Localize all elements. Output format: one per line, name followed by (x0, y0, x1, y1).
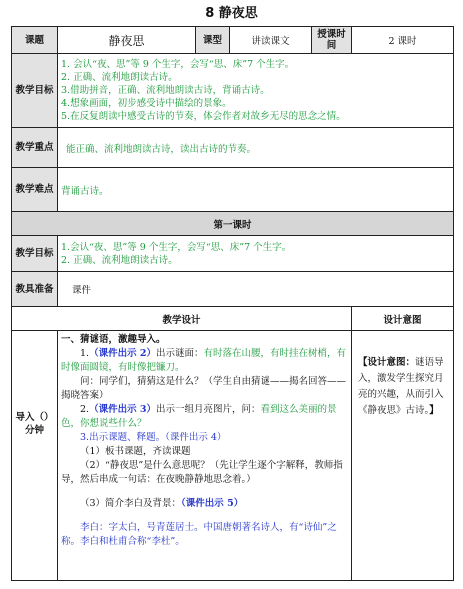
step-text: 3.出示课题、释题。（课件出示 4） (80, 432, 227, 443)
design-header: 教学设计 (12, 307, 352, 331)
goals-row (12, 54, 454, 128)
goals2-list (58, 236, 454, 272)
goals-label: 教学目标 (12, 54, 58, 128)
goal-item: 1. 会认“夜、思”等 9 个生字，会写“思、床”7 个生字。 (61, 59, 295, 70)
intro-label: 导入（）分钟 (12, 331, 58, 581)
keypoint-row (12, 128, 454, 168)
courseware-tag: （课件出示 3） (89, 404, 156, 415)
goal-item: 3.借助拼音，正确、流利地朗读古诗，背诵古诗。 (61, 85, 270, 96)
tools-row (12, 272, 454, 307)
goal-item: 1.会认“夜、思”等 9 个生字，会写“思、床”7 个生字。 (61, 241, 292, 253)
difficulty-row (12, 168, 454, 212)
goal-item: 4.想象画面，初步感受诗中描绘的景象。 (61, 98, 232, 109)
type-label: 课型 (196, 27, 230, 54)
design-heading: 一、猜谜语，激趣导入。 (61, 334, 166, 345)
keypoint-text: 能正确、流利地朗读古诗，读出古诗的节奏。 (58, 128, 454, 168)
goals-list (58, 54, 454, 128)
riddle-text: 有时落在山腰，有时挂在树梢，有时像面圆镜，有时像把镰刀。 (61, 348, 347, 373)
step-text: （1）板书课题，齐读课题 (80, 446, 191, 457)
lesson-title: 8 静夜思 (205, 6, 258, 21)
goals2-row (12, 236, 454, 272)
lesson-plan-table (11, 26, 454, 581)
step-number: 1. (80, 348, 90, 359)
time-label: 授课时间 (312, 27, 352, 54)
author-bio: 李白：字太白，号青莲居士。中国唐朝著名诗人，有“诗仙”之称。李白和杜甫合称“李杜”。 (61, 522, 337, 547)
step-text: （2）“静夜思”是什么意思呢？（先让学生逐个字解释，教师指导，然后串成一句话：在夜晚静静地思念着。） (61, 460, 343, 485)
courseware-tag: （课件出示 2） (89, 348, 156, 359)
time-value: 2 课时 (352, 27, 454, 54)
step-text: 出示谜面： (156, 348, 204, 359)
intent-end: 】 (429, 405, 439, 416)
goals2-label: 教学目标 (12, 236, 58, 272)
question-text: 问：同学们，猜猜这是什么？（学生自由猜谜——揭名回答——揭晓答案） (61, 376, 347, 401)
tools-label: 教具准备 (12, 272, 58, 307)
goal-item: 2. 正确、流利地朗读古诗。 (61, 72, 178, 83)
design-header-row (12, 307, 454, 331)
question-text: 看到这么美丽的景色，你想说些什么？ (61, 404, 337, 429)
difficulty-text: 背诵古诗。 (58, 168, 454, 212)
title-row (12, 27, 454, 54)
first-lesson-row (12, 212, 454, 236)
tools-value: 课件 (58, 272, 454, 307)
first-lesson-heading: 第一课时 (12, 212, 454, 236)
intent-header: 设计意图 (352, 307, 454, 331)
keypoint-label: 教学重点 (12, 128, 58, 168)
design-intent (352, 331, 454, 581)
intent-tag: 【设计意图： (358, 357, 416, 368)
design-content (58, 331, 352, 581)
step-text: （3）简介李白及背景： (80, 498, 182, 509)
courseware-tag: （课件出示 5） (181, 498, 244, 509)
title-label: 课题 (12, 27, 58, 54)
goal-item: 5.在反复朗读中感受古诗的节奏，体会作者对故乡无尽的思念之情。 (61, 111, 346, 122)
step-text: 出示一组月亮图片，问： (156, 404, 261, 415)
type-value: 讲读课文 (230, 27, 312, 54)
intro-row (12, 331, 454, 581)
goal-item: 2. 正确、流利地朗读古诗。 (61, 254, 178, 266)
title-value: 静夜思 (58, 27, 196, 54)
intent-text: 谜语导入，激发学生探究月亮的兴趣，从而引入《静夜思》古诗。 (358, 357, 444, 416)
step-number: 2. (80, 404, 90, 415)
difficulty-label: 教学难点 (12, 168, 58, 212)
